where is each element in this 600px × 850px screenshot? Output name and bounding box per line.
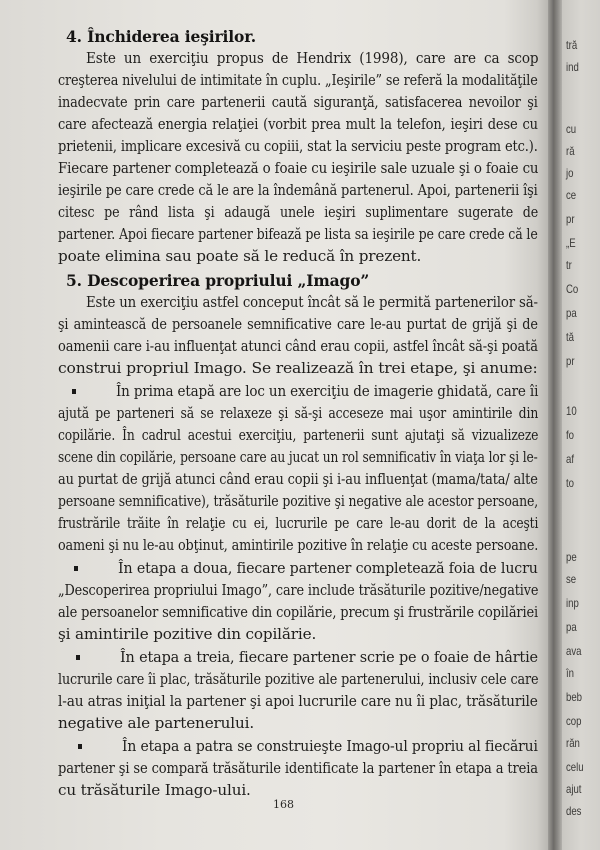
list-item-line: În etapa a treia, fiecare partener scrie pe o foaie de hârtie — [120, 648, 538, 666]
paragraph-line: care afectează energia relaţiei (vorbit prea mult la telefon, ieşiri dese cu — [58, 115, 538, 133]
adjacent-page-fragment: ră — [566, 144, 575, 158]
section-heading-5: 5. Descoperirea propriului „Imago” — [66, 271, 370, 290]
paragraph-line: partener. Apoi fiecare partener bifează pe lista sa ieşirile pe care crede că le — [58, 225, 538, 243]
list-item-line: l-au atras iniţial la partener şi apoi lucrurile care nu îi plac, trăsăturile — [58, 692, 538, 710]
list-item-line: lucrurile care îi plac, trăsăturile pozitive ale partenerului, inclusiv cele care — [58, 670, 539, 688]
adjacent-page-fragment: Co — [566, 282, 579, 296]
adjacent-page-fragment: jo — [566, 166, 574, 180]
list-item-line: şi amintirile pozitive din copilărie. — [58, 625, 317, 643]
adjacent-page-fragment: pe — [566, 550, 577, 564]
adjacent-page-fragment: cop — [566, 714, 582, 728]
adjacent-page-fragment: pa — [566, 620, 577, 634]
list-item-line: ajută pe parteneri să se relaxeze şi să-şi acceseze mai uşor amintirile din — [58, 404, 539, 422]
list-item-line: În etapa a patra se construieşte Imago-ul propriu al fiecărui — [122, 737, 538, 755]
list-item-line: oameni şi nu le-au obţinut, amintirile pozitive în relaţie cu aceste persoane. — [58, 536, 539, 554]
paragraph-line: şi amintească de persoanele semnificative care le-au purtat de grijă şi de — [58, 315, 538, 333]
adjacent-page-fragment: to — [566, 476, 575, 490]
adjacent-page — [562, 0, 600, 850]
adjacent-page-fragment: răn — [566, 736, 580, 750]
list-item-line: scene din copilărie, persoane care au jucat un rol semnificativ în viaţa lor şi le- — [58, 448, 538, 466]
list-item-line: negative ale partenerului. — [58, 714, 254, 732]
list-item-line: cu trăsăturile Imago-ului. — [58, 781, 251, 799]
adjacent-page-fragment: tr — [566, 258, 572, 272]
list-item-line: „Descoperirea propriului Imago”, care include trăsăturile pozitive/negative — [58, 581, 539, 599]
adjacent-page-fragment: ce — [566, 188, 577, 202]
list-item-line: În prima etapă are loc un exerciţiu de imagerie ghidată, care îi — [116, 382, 539, 400]
bullet-icon — [72, 389, 76, 394]
list-item-line: persoane semnificative), trăsăturile pozitive şi negative ale acestor persoane, — [58, 492, 539, 510]
bullet-icon — [76, 655, 80, 660]
paragraph-line: creşterea nivelului de intimitate în cuplu. „Ieşirile” se referă la modalităţile — [58, 71, 538, 89]
paragraph-line: construi propriul Imago. Se realizează în trei etape, şi anume: — [58, 359, 538, 377]
adjacent-page-fragment: inp — [566, 596, 579, 610]
bullet-icon — [78, 744, 82, 749]
adjacent-page-fragment: cu — [566, 122, 577, 136]
list-item-line: frustrările trăite în relaţie cu ei, lucrurile pe care le-au dorit de la aceşti — [58, 514, 539, 532]
adjacent-page-fragment: tră — [566, 38, 578, 52]
adjacent-page-fragment: af — [566, 452, 575, 466]
adjacent-page-fragment: fo — [566, 428, 575, 442]
adjacent-page-fragment: beb — [566, 690, 583, 704]
adjacent-page-fragment: ind — [566, 60, 579, 74]
adjacent-page-fragment: ava — [566, 644, 582, 658]
adjacent-page-fragment: tă — [566, 330, 575, 344]
paragraph-line: prietenii, implicare excesivă cu copiii, stat la serviciu peste program etc.). — [58, 137, 538, 155]
adjacent-page-fragment: ajut — [566, 782, 582, 796]
paragraph-line: Este un exerciţiu propus de Hendrix (1998), care are ca scop — [86, 49, 539, 67]
paragraph-line: inadecvate prin care partenerii caută siguranţă, satisfacerea nevoilor şi — [58, 93, 538, 111]
list-item-line: copilărie. În cadrul acestui exerciţiu, partenerii sunt ajutaţi să vizualizeze — [58, 426, 539, 444]
paragraph-line: citesc pe rând lista şi adaugă unele ieşiri suplimentare sugerate de — [58, 203, 539, 221]
paragraph-line: oamenii care i-au influenţat atunci când erau copii, astfel încât să-şi poată — [58, 337, 538, 355]
list-item-line: ale persoanelor semnificative din copilărie, precum şi frustrările copilăriei — [58, 603, 539, 621]
list-item-line: În etapa a doua, fiecare partener completează foia de lucru — [118, 559, 538, 577]
list-item-line: partener şi se compară trăsăturile identificate la partener în etapa a treia — [58, 759, 538, 777]
section-heading-4: 4. Închiderea ieşirilor. — [66, 27, 257, 46]
adjacent-page-fragment: 10 — [566, 404, 577, 418]
adjacent-page-fragment: pa — [566, 306, 577, 320]
page-number: 168 — [273, 798, 294, 811]
paragraph-line: ieşirile pe care crede că le are la îndemână partenerul. Apoi, partenerii îşi — [58, 181, 538, 199]
adjacent-page-fragment: „E — [566, 236, 576, 250]
adjacent-page-fragment: se — [566, 572, 577, 586]
book-gutter — [548, 0, 562, 850]
paragraph-line: poate elimina sau poate să le reducă în prezent. — [58, 247, 422, 265]
adjacent-page-fragment: pr — [566, 212, 575, 226]
paragraph-line: Este un exerciţiu astfel conceput încât să le permită partenerilor să- — [86, 293, 538, 311]
paragraph-line: Fiecare partener completează o foaie cu ieşirile sale uzuale şi o foaie cu — [58, 159, 539, 177]
adjacent-page-fragment: des — [566, 804, 582, 818]
list-item-line: au purtat de grijă atunci când erau copii şi i-au influenţat (mama/tata/ alte — [58, 470, 538, 488]
adjacent-page-fragment: celu — [566, 760, 584, 774]
adjacent-page-fragment: în — [566, 666, 575, 680]
adjacent-page-fragment: pr — [566, 354, 575, 368]
bullet-icon — [74, 566, 78, 571]
